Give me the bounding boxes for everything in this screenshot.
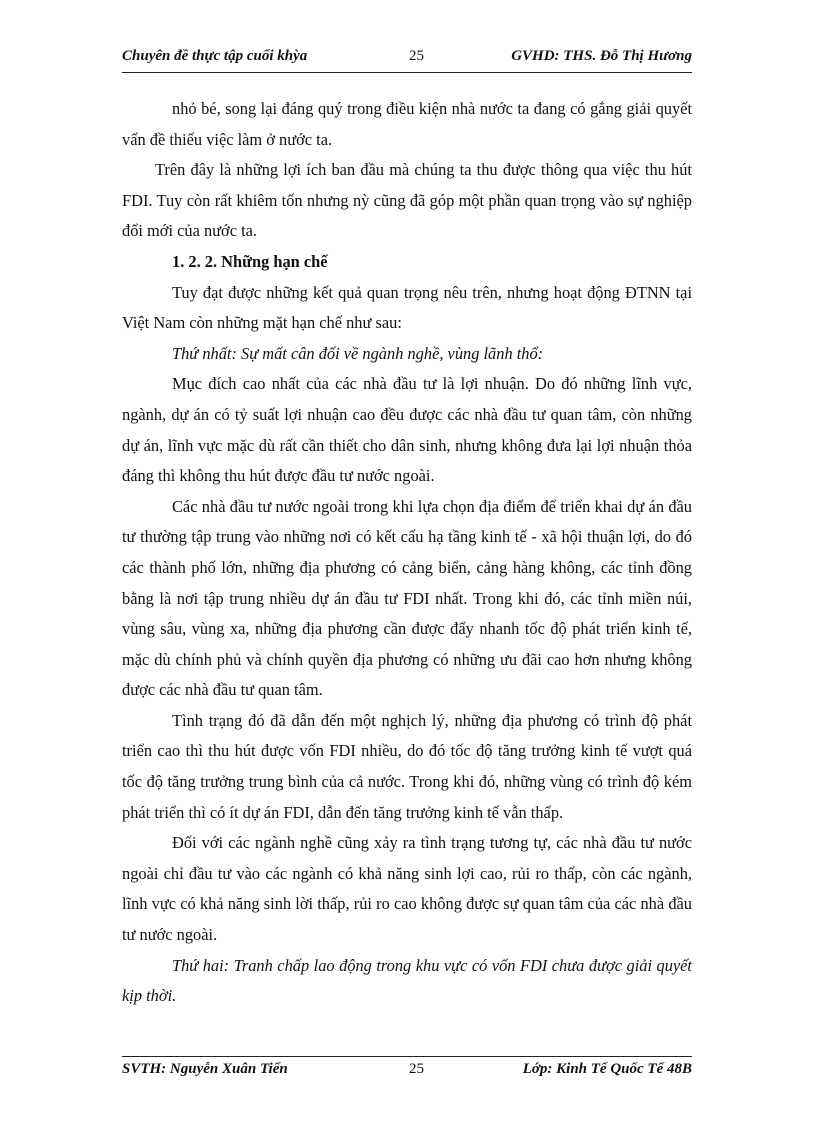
- section-heading: 1. 2. 2. Những hạn chế: [172, 251, 328, 271]
- footer-class: Lớp: Kinh Tế Quốc Tế 48B: [522, 1061, 692, 1077]
- paragraph-intro-limitations: Tuy đạt được những kết quả quan trọng nêu trên, nhưng hoạt động ĐTNN tại Việt Nam còn những mặt hạn chế như sau:: [122, 282, 692, 333]
- footer-student-name: SVTH: Nguyễn Xuân Tiến: [122, 1061, 288, 1077]
- page-header: [122, 48, 692, 73]
- paragraph-paradox: Tình trạng đó đã dẫn đến một nghịch lý, những địa phương có trình độ phát triển cao thì thu hút được vốn FDI nhiều, do đó tốc độ tăng trưởng kinh tế vượt quá tốc độ tăng trưởng trung bình của cả nước. Trong khi đó, những vùng có trình độ kém phát triển thì có ít dự án FDI, dẫn đến tăng trưởng kinh tế vẫn thấp.: [122, 710, 692, 822]
- header-report-title: Chuyên đề thực tập cuối khỳa: [122, 48, 308, 64]
- header-supervisor: GVHD: THS. Đỗ Thị Hương: [511, 48, 692, 64]
- document-body: [122, 94, 692, 1012]
- paragraph-location-choice: Các nhà đầu tư nước ngoài trong khi lựa chọn địa điểm để triển khai dự án đầu tư thường tập trung vào những nơi có kết cấu hạ tầng kinh tế - xã hội thuận lợi, do đó các thành phố lớn, những địa phương có cảng biển, cảng hàng không, các tỉnh đồng bằng là nơi tập trung nhiều dự án đầu tư FDI nhất. Trong khi đó, các tỉnh miền núi, vùng sâu, vùng xa, những địa phương cần được đẩy nhanh tốc độ phát triển kinh tế, mặc dù chính phủ và chính quyền địa phương có những ưu đãi cao hơn nhưng không được các nhà đầu tư quan tâm.: [122, 496, 692, 700]
- paragraph-industries: Đối với các ngành nghề cũng xảy ra tình trạng tương tự, các nhà đầu tư nước ngoài chỉ đầu tư vào các ngành có khả năng sinh lợi cao, rủi ro thấp, còn các ngành, lĩnh vực có khả năng sinh lời thấp, rủi ro cao không được sự quan tâm của các nhà đầu tư nước ngoài.: [122, 833, 692, 945]
- subheading-second-limitation: Thứ hai: Tranh chấp lao động trong khu vực có vốn FDI chưa được giải quyết kịp thời.: [122, 955, 692, 1006]
- subheading-first-limitation: Thứ nhất: Sự mất cân đối về ngành nghề, vùng lãnh thổ:: [172, 343, 544, 363]
- paragraph-benefits-summary: Trên đây là những lợi ích ban đầu mà chúng ta thu được thông qua việc thu hút FDI. Tuy còn rất khiêm tốn nhưng nỳ cũng đã góp một phần quan trọng vào sự nghiệp đổi mới của nước ta.: [122, 160, 692, 241]
- header-page-number: 25: [409, 48, 424, 64]
- page-footer: [122, 1056, 692, 1085]
- paragraph-continuation: nhỏ bé, song lại đáng quý trong điều kiện nhà nước ta đang có gắng giải quyết vấn đề thiếu việc làm ở nước ta.: [122, 99, 692, 149]
- paragraph-profit-motive: Mục đích cao nhất của các nhà đầu tư là lợi nhuận. Do đó những lĩnh vực, ngành, dự án có tỷ suất lợi nhuận cao đều được các nhà đầu tư quan tâm, còn những dự án, lĩnh vực mặc dù rất cần thiết cho dân sinh, nhưng không đưa lại lợi nhuận thỏa đáng thì không thu hút được đầu tư nước ngoài.: [122, 374, 692, 486]
- footer-page-number: 25: [409, 1061, 424, 1077]
